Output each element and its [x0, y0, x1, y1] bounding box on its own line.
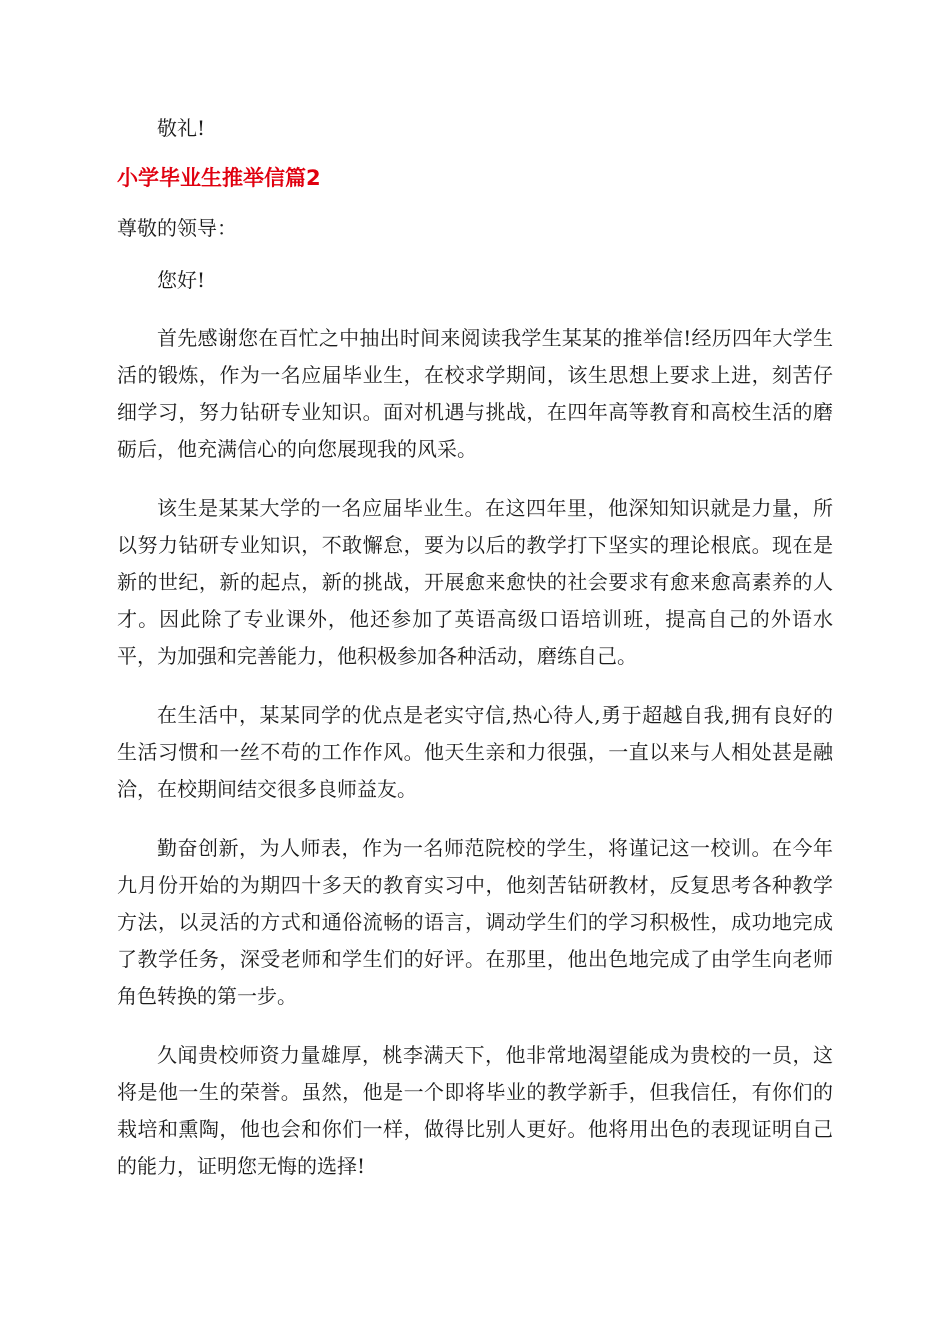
- section-heading: 小学毕业生推举信篇2: [117, 166, 321, 190]
- salutation: 尊敬的领导：: [117, 216, 237, 240]
- paragraph: 久闻贵校师资力量雄厚，桃李满天下，他非常地渴望能成为贵校的一员，这将是他一生的荣誉。虽然，他是一个即将毕业的教学新手，但我信任，有你们的栽培和熏陶，他也会和你们一样，做得比别人更好。他将用出色的表现证明自己的能力，证明您无悔的选择!: [117, 1043, 833, 1178]
- paragraph: 勤奋创新，为人师表，作为一名师范院校的学生，将谨记这一校训。在今年九月份开始的为期四十多天的教育实习中，他刻苦钻研教材，反复思考各种教学方法，以灵活的方式和通俗流畅的语言，调动学生们的学习积极性，成功地完成了教学任务，深受老师和学生们的好评。在那里，他出色地完成了由学生向老师角色转换的第一步。: [117, 836, 833, 1008]
- closing-line: 敬礼!: [157, 116, 206, 140]
- paragraph: 该生是某某大学的一名应届毕业生。在这四年里，他深知知识就是力量，所以努力钻研专业知识，不敢懈怠，要为以后的教学打下坚实的理论根底。现在是新的世纪，新的起点，新的挑战，开展愈来愈快的社会要求有愈来愈高素养的人才。因此除了专业课外，他还参加了英语高级口语培训班，提高自己的外语水平，为加强和完善能力，他积极参加各种活动，磨练自己。: [117, 496, 833, 668]
- paragraph: 首先感谢您在百忙之中抽出时间来阅读我学生某某的推举信!经历四年大学生活的锻炼，作为一名应届毕业生，在校求学期间，该生思想上要求上进，刻苦仔细学习，努力钻研专业知识。面对机遇与挑战，在四年高等教育和高校生活的磨砺后，他充满信心的向您展现我的风采。: [117, 326, 833, 461]
- greeting: 您好!: [157, 268, 206, 292]
- paragraph: 在生活中，某某同学的优点是老实守信,热心待人,勇于超越自我,拥有良好的生活习惯和一丝不苟的工作作风。他天生亲和力很强，一直以来与人相处甚是融洽，在校期间结交很多良师益友。: [117, 703, 833, 801]
- letter-body: [117, 110, 833, 1207]
